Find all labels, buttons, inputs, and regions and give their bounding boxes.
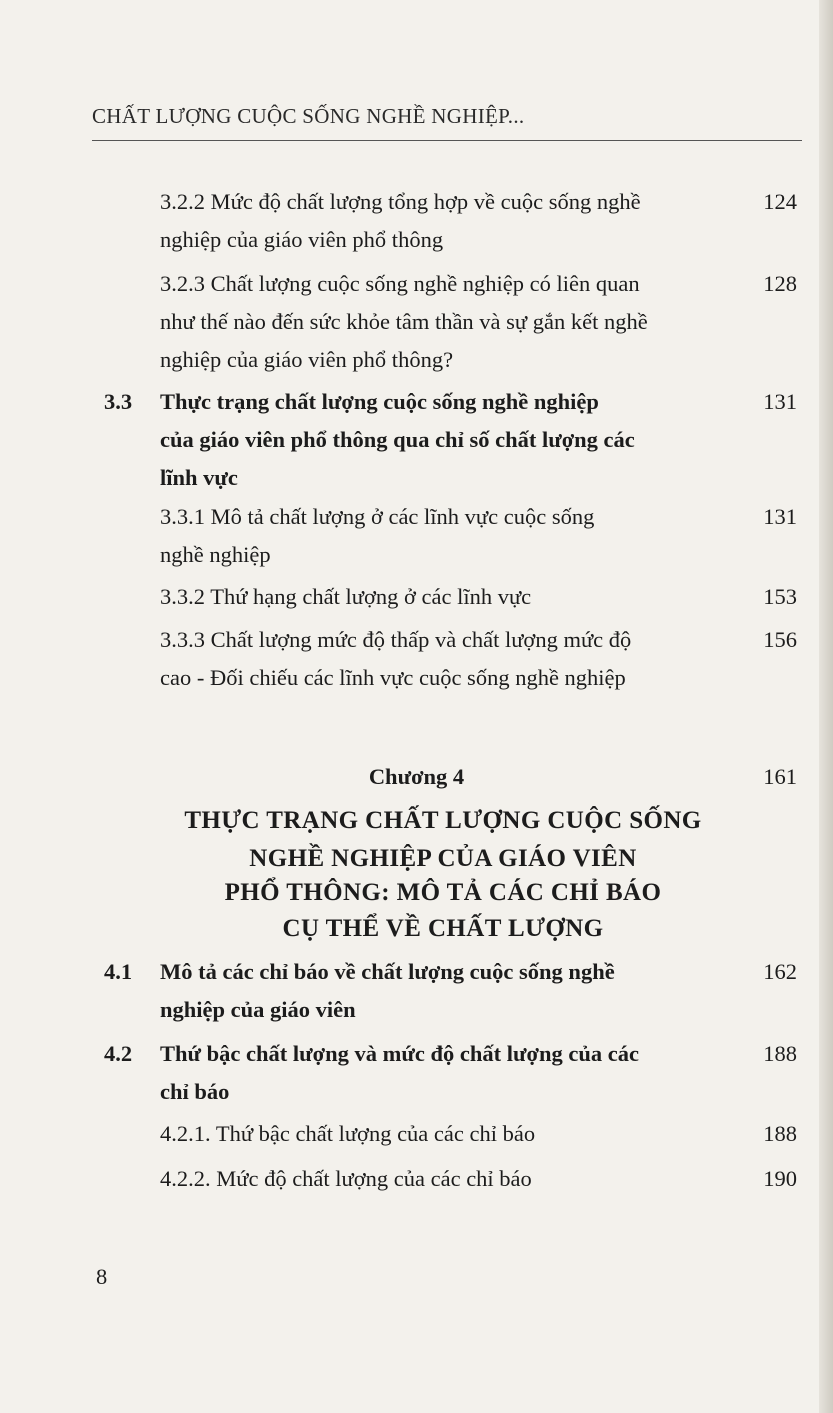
- toc-section-number: 4.1: [104, 959, 133, 984]
- toc-page-number: 153: [763, 584, 797, 609]
- toc-page-number: 161: [763, 764, 797, 789]
- toc-entry-text: nghiệp của giáo viên phổ thông?: [160, 347, 454, 372]
- toc-entry-text: lĩnh vực: [160, 465, 238, 490]
- chapter-title-line: THỰC TRẠNG CHẤT LƯỢNG CUỘC SỐNG: [184, 807, 702, 834]
- toc-section-number: 4.2: [104, 1041, 133, 1066]
- toc-entry-text: 3.2.3 Chất lượng cuộc sống nghề nghiệp có liên quan: [160, 271, 640, 296]
- toc-entry-text: 3.3.3 Chất lượng mức độ thấp và chất lượng mức độ: [160, 627, 632, 652]
- toc-entry-text: nghiệp của giáo viên phổ thông: [160, 227, 444, 252]
- toc-entry-text: Mô tả các chỉ báo về chất lượng cuộc sống nghề: [160, 959, 615, 984]
- page-edge: [819, 0, 833, 1413]
- toc-page-number: 124: [763, 189, 797, 214]
- chapter-label: Chương 4: [368, 764, 465, 789]
- toc-entry-text: của giáo viên phổ thông qua chỉ số chất lượng các: [160, 427, 635, 452]
- toc-page-number: 131: [763, 389, 797, 414]
- toc-entry-text: Thực trạng chất lượng cuộc sống nghề nghiệp: [160, 389, 599, 414]
- toc-page-number: 131: [763, 504, 797, 529]
- toc-section-number: 3.3: [104, 389, 133, 414]
- toc-entry-text: 3.3.1 Mô tả chất lượng ở các lĩnh vực cuộc sống: [160, 504, 595, 529]
- toc-page-number: 128: [763, 271, 797, 296]
- toc-page-number: 156: [763, 627, 797, 652]
- toc-page-number: 162: [763, 959, 797, 984]
- running-header: CHẤT LƯỢNG CUỘC SỐNG NGHỀ NGHIỆP...: [92, 104, 525, 128]
- toc-entry-text: 4.2.2. Mức độ chất lượng của các chỉ báo: [160, 1166, 532, 1191]
- header-rule: [92, 140, 802, 141]
- toc-entry-text: 3.3.2 Thứ hạng chất lượng ở các lĩnh vực: [160, 584, 532, 609]
- toc-page-number: 188: [763, 1041, 797, 1066]
- toc-entry-text: cao - Đối chiếu các lĩnh vực cuộc sống nghề nghiệp: [160, 665, 626, 690]
- toc-entry-text: như thế nào đến sức khỏe tâm thần và sự gắn kết nghề: [160, 309, 648, 334]
- toc-page-number: 190: [763, 1166, 797, 1191]
- toc-entry-text: 4.2.1. Thứ bậc chất lượng của các chỉ báo: [160, 1121, 536, 1146]
- toc-entry-text: 3.2.2 Mức độ chất lượng tổng hợp về cuộc sống nghề: [160, 189, 641, 214]
- toc-entry-text: Thứ bậc chất lượng và mức độ chất lượng của các: [160, 1041, 639, 1066]
- toc-entry-text: nghiệp của giáo viên: [160, 997, 356, 1022]
- chapter-title-line: PHỔ THÔNG: MÔ TẢ CÁC CHỈ BÁO: [224, 879, 662, 906]
- toc-entry-text: nghề nghiệp: [160, 542, 271, 567]
- chapter-title-line: CỤ THỂ VỀ CHẤT LƯỢNG: [282, 915, 604, 942]
- toc-entry-text: chỉ báo: [160, 1079, 230, 1104]
- chapter-title-line: NGHỀ NGHIỆP CỦA GIÁO VIÊN: [249, 845, 637, 872]
- page-number: 8: [96, 1264, 108, 1289]
- toc-page-number: 188: [763, 1121, 797, 1146]
